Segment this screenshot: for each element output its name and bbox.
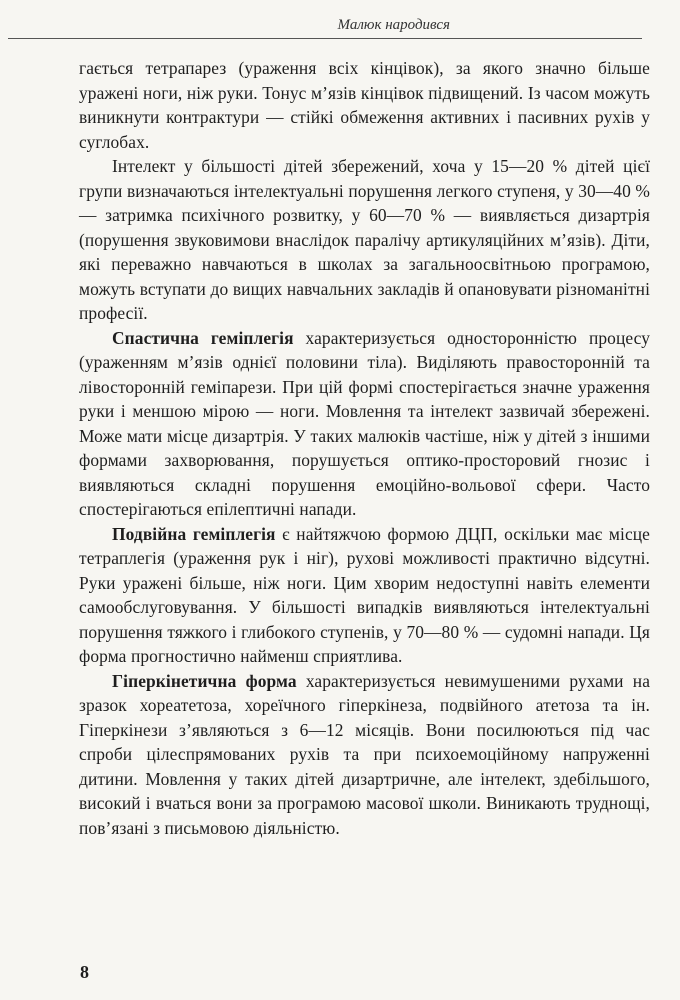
paragraph-text: гається тетрапарез (ураження всіх кінцівок), за якого значно більше уражені ноги, ніж руки. Тонус м’язів кінцівок підвищений. Із часом можуть виникнути контрактури — стійкі обмеження активних і пасивних рухів у суглобах. xyxy=(79,58,650,152)
term-heading: Спастична геміплегія xyxy=(112,327,294,348)
paragraph xyxy=(79,522,650,669)
paragraph xyxy=(79,326,650,522)
paragraph xyxy=(79,669,650,841)
paragraph xyxy=(79,56,650,154)
paragraph xyxy=(79,154,650,326)
running-header xyxy=(8,8,642,39)
page-number: 8 xyxy=(80,962,89,982)
paragraph-text: характеризується односторонністю процесу (ураженням м’язів однієї половини тіла). Виділяють правосторонній та лівосторонній геміпарези. При цій формі спостерігається значне ураження руки і меншою мірою — ноги. Мовлення та інтелект зазвичай збережені. Може мати місце дизартрія. У таких малюків частіше, ніж у дітей з іншими формами захворювання, порушується оптико-просторовий гнозис і виявляються складні порушення емоційно-вольової сфери. Часто спостерігаються епілептичні напади. xyxy=(79,327,650,519)
paragraph-text: Інтелект у більшості дітей збережений, хоча у 15—20 % дітей цієї групи визначаються інтелектуальні порушення легкого ступеня, у 30—40 % — затримка психічного розвитку, у 60—70 % — виявляється дизартрія (порушення звуковимови внаслідок паралічу артикуляційних м’язів). Діти, які переважно навчаються в школах за загальноосвітньою програмою, можуть вступати до вищих навчальних закладів й опановувати різноманітні професії. xyxy=(79,156,650,323)
term-heading: Подвійна геміплегія xyxy=(112,523,276,544)
term-heading: Гіперкінетична форма xyxy=(112,670,297,691)
running-header-title: Малюк народився xyxy=(337,17,450,33)
paragraph-text: характеризується невимушеними рухами на зразок хореатетоза, хореїчного гіперкінеза, подвійного атетоза та ін. Гіперкінези з’являються з 6—12 місяців. Вони посилюються під час спроби цілеспрямованих рухів та при психоемоційному напруженні дитини. Мовлення у таких дітей дизартричне, але інтелект, здебільшого, високий і вчаться вони за програмою масової школи. Виникають труднощі, пов’язані з письмовою діяльністю. xyxy=(79,670,651,838)
page-body xyxy=(79,56,650,840)
paragraph-text: є найтяжчою формою ДЦП, оскільки має місце тетраплегія (ураження рук і ніг), рухові можливості практично відсутні. Руки уражені більше, ніж ноги. Цим хворим недоступні навіть елементи самообслуговування. У більшості випадків виявляються інтелектуальні порушення тяжкого і глибокого ступенів, у 70—80 % — судомні напади. Ця форма прогностично найменш сприятлива. xyxy=(79,523,650,666)
